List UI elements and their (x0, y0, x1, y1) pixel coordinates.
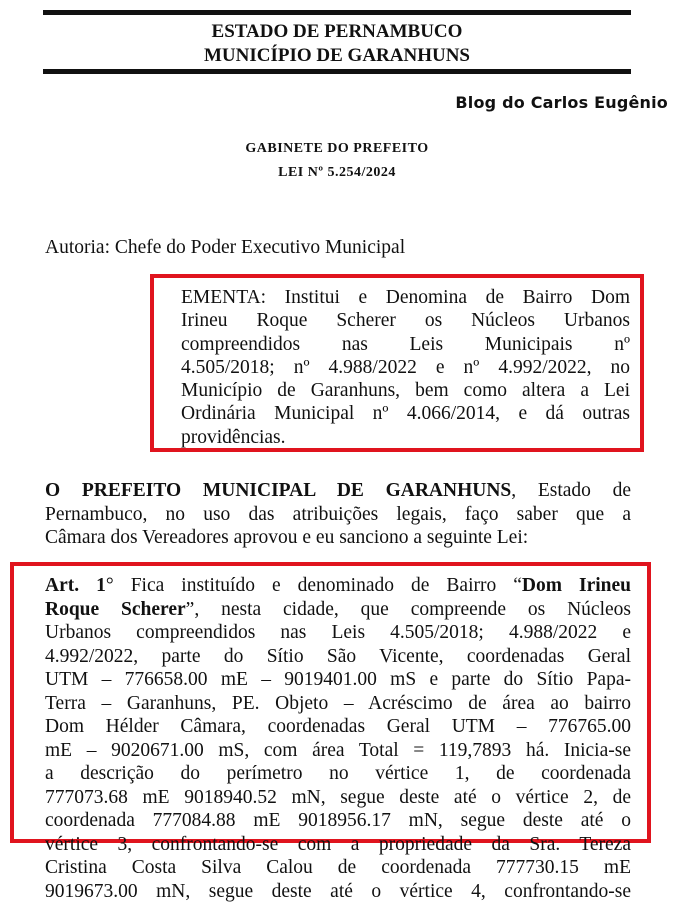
office-name: GABINETE DO PREFEITO (245, 141, 429, 156)
article-line (45, 574, 631, 598)
law-number: LEI Nº 5.254/2024 (278, 165, 396, 180)
blog-watermark: Blog do Carlos Eugênio (455, 93, 668, 112)
article-degree: ° (105, 575, 114, 596)
ementa-line: Município de Garanhuns, bem como altera a Lei (181, 380, 630, 402)
enactment-line (45, 479, 631, 503)
ementa-line: providências. (181, 426, 286, 448)
article-line (45, 598, 631, 622)
article-line: Urbanos compreendidos nas Leis 4.505/2018; 4.988/2022 e (45, 622, 631, 643)
ementa-line: compreendidos nas Leis Municipais nº (181, 333, 630, 355)
article-line: 777073.68 mE 9018940.52 mN, segue deste até o vértice 2, de (45, 786, 631, 808)
authorship-line: Autoria: Chefe do Poder Executivo Municipal (45, 237, 406, 258)
ementa-line: Ordinária Municipal nº 4.066/2014, e dá outras (181, 403, 630, 425)
ementa-line: 4.505/2018; nº 4.988/2022 e nº 4.992/2022, no (181, 356, 630, 378)
article-text: Fica instituído e denominado de Bairro “ (113, 575, 522, 596)
article-text: ”, nesta cidade, que compreende os Núcleos (185, 598, 631, 620)
header-top-rule (43, 10, 631, 15)
state-name: ESTADO DE PERNAMBUCO (211, 21, 463, 42)
enactment-paragraph (45, 479, 631, 550)
municipality-name: MUNICÍPIO DE GARANHUNS (203, 45, 470, 66)
article-label: Art. 1 (45, 575, 106, 596)
neighborhood-name: Roque Scherer (45, 598, 186, 620)
neighborhood-name: Dom Irineu (521, 575, 631, 596)
article-line: vértice 3, confrontando-se com a propriedade da Sra. Tereza (45, 833, 631, 855)
article-line: Terra – Garanhuns, PE. Objeto – Acréscimo de área ao bairro (45, 692, 631, 714)
ementa-line: Irineu Roque Scherer os Núcleos Urbanos (181, 310, 630, 332)
header-bottom-rule (43, 69, 631, 74)
article-1-paragraph (45, 574, 631, 903)
enactment-line: Câmara dos Vereadores aprovou e eu sanciono a seguinte Lei: (45, 527, 529, 548)
article-line: Dom Hélder Câmara, coordenadas Geral UTM – 776765.00 (45, 716, 631, 737)
mayor-title: O PREFEITO MUNICIPAL DE GARANHUNS (45, 480, 512, 501)
article-line: coordenada 777084.88 mE 9018956.17 mN, segue deste até o (45, 810, 631, 831)
article-line: mE – 9020671.00 mS, com área Total = 119,7893 há. Inicia-se (45, 739, 631, 761)
ementa-paragraph (181, 286, 630, 449)
article-line: 9019673.00 mN, segue deste até o vértice 4, confrontando-se (45, 880, 631, 902)
article-line: UTM – 776658.00 mE – 9019401.00 mS e parte do Sítio Papa- (45, 669, 631, 690)
office-heading (43, 137, 631, 185)
article-line: 4.992/2022, parte do Sítio São Vicente, coordenadas Geral (45, 645, 631, 667)
document-header (43, 20, 631, 68)
enactment-text: , Estado de (511, 480, 631, 501)
article-line: a descrição do perímetro no vértice 1, de coordenada (45, 763, 631, 784)
enactment-line: Pernambuco, no uso das atribuições legais, faço saber que a (45, 503, 631, 525)
article-line: Cristina Costa Silva Calou de coordenada 777730.15 mE (45, 857, 631, 878)
ementa-line: EMENTA: Institui e Denomina de Bairro Dom (181, 287, 630, 308)
